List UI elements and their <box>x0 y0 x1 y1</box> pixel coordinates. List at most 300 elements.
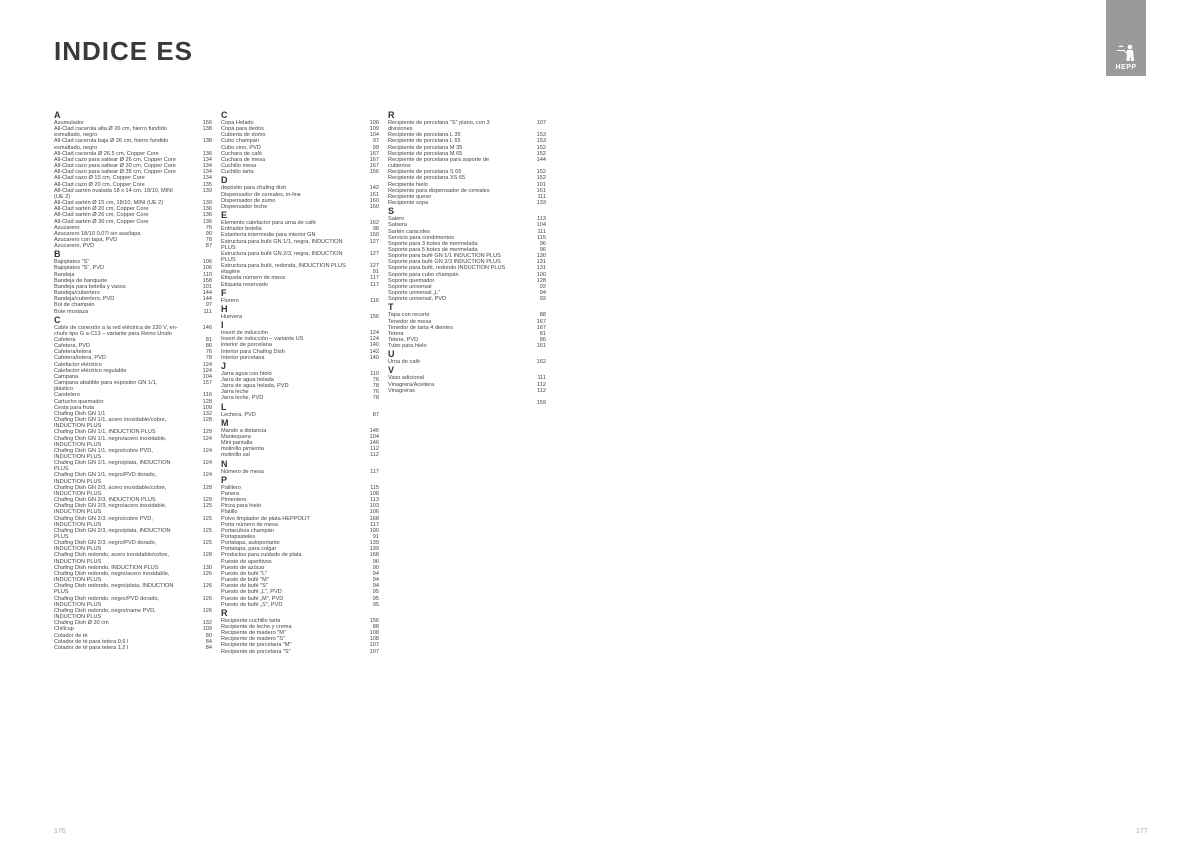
entry-name: Bol de champán <box>54 302 95 309</box>
entry-page: 128 <box>202 552 212 559</box>
entry-page: 109 <box>202 404 212 411</box>
entry-page: 126 <box>202 607 212 614</box>
entry-page: 156 <box>369 313 379 320</box>
entry-page: 124 <box>369 336 379 343</box>
entry-name: Chafing Dish GN 1/1, negro/acero inoxidable, <box>54 435 167 442</box>
entry-name: Colador de té para tetera 0,6 l <box>54 638 129 645</box>
entry-page: 81 <box>205 337 212 343</box>
entry-page: 125 <box>202 540 212 547</box>
entry-page: 111 <box>537 375 546 382</box>
entry-name: Soporte para bufé GN 2/3 INDUCTION PLUS <box>388 259 501 266</box>
entry-name: Cable de conexión a la red eléctrica de 230 V, en- <box>54 324 178 331</box>
entry-page: 101 <box>536 181 546 188</box>
index-entry <box>221 355 379 361</box>
entry-name <box>388 400 392 406</box>
entry-name: Vinagreras <box>388 387 415 394</box>
entry-page: 111 <box>537 193 546 200</box>
entry-page: 130 <box>202 564 212 571</box>
index-entry <box>388 200 546 206</box>
entry-page: 152 <box>536 150 546 157</box>
entry-name: All-Clad cazo Ø 20 cm, Copper Core <box>54 181 145 188</box>
entry-page: 125 <box>202 515 212 522</box>
entry-page: 159 <box>536 399 546 406</box>
entry-page: 136 <box>202 218 212 225</box>
entry-name: Chillcup <box>54 626 74 633</box>
entry-page: 136 <box>202 212 212 219</box>
entry-page: 153 <box>536 132 546 139</box>
entry-page: 94 <box>372 570 379 577</box>
entry-name: Cesta para fruta <box>54 404 95 411</box>
entry-page: 90 <box>205 230 212 237</box>
entry-name: INDUCTION PLUS <box>54 521 102 528</box>
entry-page: 90 <box>372 564 379 571</box>
entry-name: Dispensador leche <box>221 203 268 210</box>
entry-page: 78 <box>205 355 212 362</box>
entry-page: 94 <box>372 583 379 590</box>
section-letter: C <box>221 110 228 120</box>
entry-name: Bajoplatos "S", PVD <box>54 265 104 272</box>
entry-page: 110 <box>203 271 212 278</box>
section-letter: R <box>221 607 228 618</box>
entry-name: Insert de inducción <box>221 330 268 337</box>
entry-page: 128 <box>536 277 546 284</box>
entry-name: Cubo champán <box>221 138 259 145</box>
section-letter: I <box>221 320 224 331</box>
entry-name: Servicio para condimentos <box>388 234 454 241</box>
index-entry <box>54 645 212 651</box>
entry-page: 153 <box>536 138 546 145</box>
entry-name: Productos para cuidado de plata <box>221 552 302 559</box>
entry-name: Dispensador de zumo <box>221 197 276 204</box>
entry-page: 111 <box>537 228 546 235</box>
entry-page: 167 <box>369 163 379 170</box>
entry-page: 95 <box>372 595 379 602</box>
entry-name: Cuchillo tarta <box>221 169 254 176</box>
entry-page: 142 <box>369 348 379 355</box>
entry-name: depósito para chafing dish <box>221 185 287 192</box>
entry-name: Chafing Dish GN 2/3, negro/plata, INDUCTION <box>54 527 171 534</box>
entry-page: 146 <box>202 324 212 331</box>
section-letter: F <box>221 287 227 298</box>
entry-name: Cubo vino, PVD <box>221 144 261 151</box>
entry-page: 139 <box>369 540 379 547</box>
entry-name: Azucarero <box>54 224 80 231</box>
index-entry <box>221 169 379 175</box>
entry-page: 167 <box>536 318 546 325</box>
entry-name: Soporte universal <box>388 283 432 290</box>
entry-name: Dispensador de cereales, in-line <box>221 191 301 198</box>
entry-page: 107 <box>369 648 379 655</box>
entry-name: Enfriador botella <box>221 226 262 233</box>
entry-name: Soporte para 3 botes de mermelada <box>388 240 478 247</box>
entry-page: 167 <box>536 324 546 331</box>
entry-page: 138 <box>202 126 212 133</box>
entry-page: 117 <box>370 521 379 528</box>
entry-page: 108 <box>369 636 379 643</box>
entry-name: esmaltado, negro <box>54 144 98 151</box>
entry-name: Recipiente de porcelana "M" <box>221 642 292 649</box>
entry-name: INDUCTION PLUS <box>54 509 102 516</box>
entry-page: 144 <box>202 290 212 297</box>
page-number-left: 176 <box>54 828 66 835</box>
entry-page: 91 <box>372 533 379 540</box>
section-letter: V <box>388 365 395 376</box>
entry-name: Portatapa, para colgar <box>221 546 277 553</box>
section-letter: P <box>221 474 228 485</box>
entry-name: Portacubos champán <box>221 527 274 534</box>
entry-page: 134 <box>202 156 212 163</box>
entry-name: All-Clad cazo para saltear Ø 35 cm, Copper Core <box>54 169 176 176</box>
entry-page: 116 <box>203 392 212 399</box>
entry-page: 86 <box>539 337 546 343</box>
index-entry <box>388 343 546 349</box>
entry-page: 162 <box>536 359 546 366</box>
entry-name: Urna de café <box>388 359 421 366</box>
entry-page: 84 <box>205 638 212 645</box>
section-letter: N <box>221 458 228 469</box>
entry-name: Jarra agua con hielo <box>221 370 272 377</box>
index-entry <box>221 602 379 608</box>
entry-page: 109 <box>202 626 212 633</box>
entry-page: 87 <box>205 243 212 250</box>
entry-page: 115 <box>537 234 546 241</box>
entry-name: All-Clad sartén ovalada 18 x 14 cm, 18/10, MINI <box>54 187 173 194</box>
entry-page: 127 <box>369 263 379 270</box>
entry-name: Bandeja/cubertero <box>54 290 100 297</box>
entry-page: 124 <box>202 460 212 467</box>
entry-name: Cafetera <box>54 337 76 343</box>
entry-page: 162 <box>369 220 379 227</box>
entry-name: Estructura para bufé GN 2/3, negra, INDUCTION <box>221 250 343 257</box>
entry-name: Colador de té <box>54 632 88 639</box>
entry-page: 92 <box>539 283 546 290</box>
entry-page: 117 <box>370 275 379 282</box>
entry-name: Puesto de bufé „M", PVD <box>221 595 284 602</box>
entry-name: Jarra leche, PVD <box>221 395 264 402</box>
entry-name: Tapa con recorte <box>388 312 430 319</box>
entry-name: Salero <box>388 216 405 223</box>
entry-name: molinillo pimienta <box>221 446 264 453</box>
entry-name: Chafing Dish redondo, negro/PVD dorado, <box>54 595 160 602</box>
entry-name: Calefactor eléctrico <box>54 361 102 368</box>
entry-name: Jarra de agua helada, PVD <box>221 383 289 390</box>
entry-page: 129 <box>202 497 212 504</box>
entry-page: 104 <box>369 132 379 139</box>
entry-name: Elemento calefactor para urna de café <box>221 220 316 227</box>
section-letter: H <box>221 303 228 314</box>
entry-name: PLUS <box>221 244 236 251</box>
entry-name: Número de mesa <box>221 468 264 475</box>
entry-name: Soporte quemador <box>388 277 435 284</box>
entry-page: 124 <box>202 447 212 454</box>
entry-name: PLUS <box>54 466 69 473</box>
entry-name: Recipiente sopa <box>388 200 429 207</box>
entry-name: INDUCTION PLUS <box>54 490 102 497</box>
index-entry <box>221 314 379 320</box>
entry-page: 157 <box>202 380 212 387</box>
entry-name: Candelero <box>54 392 80 399</box>
entry-name: PLUS <box>221 256 236 263</box>
entry-name: Campana abatible para expositor GN 1/1, <box>54 380 158 387</box>
entry-name: Puesto de bufé „L", PVD <box>221 589 282 596</box>
entry-page: 152 <box>536 169 546 176</box>
entry-name: chufe tipo G a C13 – variante para Reino Unido <box>54 330 172 337</box>
index-entry <box>54 243 212 249</box>
section-letter: A <box>54 110 61 120</box>
entry-name: Calefactor eléctrico regulable <box>54 367 127 374</box>
entry-name: Jarra de agua helada <box>221 377 274 383</box>
entry-name: Mantequera <box>221 433 251 440</box>
entry-name: Chafing Dish redondo, INDUCTION PLUS <box>54 564 159 571</box>
entry-page: 101 <box>202 283 212 290</box>
entry-name: Soporte para bufé GN 1/1 INDUCTION PLUS <box>388 253 501 260</box>
entry-name: cubiertos <box>388 163 411 170</box>
entry-name: Cuchillo mesa <box>221 163 257 170</box>
entry-name: Bandeja <box>54 271 75 278</box>
section-letter: T <box>388 302 394 313</box>
entry-page: 104 <box>202 373 212 380</box>
entry-page: 144 <box>536 156 546 163</box>
index-entry <box>388 296 546 302</box>
entry-name: Recipiente para dispensador de cereales <box>388 187 490 194</box>
brand-logo <box>1106 0 1146 76</box>
entry-page: 113 <box>370 497 379 504</box>
entry-name: Chafing Dish Ø 30 cm <box>54 620 109 627</box>
entry-name: Cafetera/tetera <box>54 349 92 356</box>
entry-page: 168 <box>369 515 379 522</box>
entry-name: Cubierta de domo <box>221 132 266 139</box>
entry-page: 146 <box>369 427 379 434</box>
entry-name: Chafing Dish GN 1/1, negro/PVD dorado, <box>54 472 157 479</box>
entry-name: Recipiente de porcelana XS 65 <box>388 175 466 182</box>
entry-page: 106 <box>369 509 379 516</box>
entry-page: 161 <box>536 343 546 350</box>
entry-name: Soporte para 5 botes de mermelada <box>388 246 478 253</box>
entry-name: divisiones <box>388 126 413 133</box>
entry-page: 106 <box>369 120 379 126</box>
entry-name: Puesto de bufé "S" <box>221 583 268 590</box>
entry-page: 160 <box>369 203 379 210</box>
entry-page: 156 <box>369 617 379 624</box>
entry-page: 86 <box>205 343 212 350</box>
entry-page: 84 <box>205 644 212 651</box>
section-letter: B <box>54 249 61 260</box>
entry-page: 115 <box>370 484 379 491</box>
entry-name: Bandeja de banquete <box>54 277 108 284</box>
entry-page: 132 <box>202 620 212 627</box>
entry-name: Chafing Dish GN 1/1, acero inoxidable/cobre, <box>54 417 167 424</box>
entry-page: 127 <box>369 238 379 245</box>
entry-name: interior de porcelana <box>221 342 272 349</box>
entry-name: Pinza para hielo <box>221 503 262 510</box>
entry-name: Campana <box>54 373 79 380</box>
index-entry <box>221 298 379 304</box>
entry-page: 111 <box>203 308 212 315</box>
entry-name: Puesto de bufé „S", PVD <box>221 601 283 608</box>
entry-page: 92 <box>539 296 546 303</box>
entry-page: 150 <box>369 232 379 239</box>
entry-page: 126 <box>202 595 212 602</box>
entry-name: Azucarero 18/10 0,07l sin asa/tapa <box>54 230 141 237</box>
entry-name: Portatapa, autoportante <box>221 540 280 547</box>
entry-page: 112 <box>537 387 546 394</box>
entry-name: Copa Helado <box>221 120 254 126</box>
entry-name: Recipiente de porcelana "S" plano, con 3 <box>388 120 490 126</box>
entry-page: 96 <box>539 240 546 247</box>
entry-name: Recipiente cuchillo tarta <box>221 617 281 624</box>
entry-name: Tenedor de mesa <box>388 318 432 325</box>
entry-page: 80 <box>205 632 212 639</box>
entry-page: 94 <box>539 290 546 297</box>
entry-name: Lechera, PVD <box>221 411 256 418</box>
section-letter: D <box>221 175 228 186</box>
entry-page: 128 <box>202 484 212 491</box>
entry-page: 109 <box>369 126 379 133</box>
entry-name: Recipiente de porcelana M 65 <box>388 150 463 157</box>
entry-name: Puesto de bufé "M" <box>221 577 269 584</box>
entry-name: INDUCTION PLUS <box>54 558 102 565</box>
entry-page: 100 <box>369 527 379 534</box>
entry-name: Palillero <box>221 484 241 491</box>
entry-name: esmaltado, negro <box>54 132 98 139</box>
entry-page: 131 <box>536 265 546 272</box>
entry-name: All-Clad cacerola Ø 26,5 cm, Copper Core <box>54 150 159 157</box>
entry-name: Recipiente de porcelana L 35 <box>388 132 461 139</box>
entry-name: Cartucho quemador <box>54 398 104 405</box>
entry-name: Bajoplatos "S" <box>54 259 90 266</box>
entry-name: All-Clad cacerola alta Ø 26 cm, hierro fundido <box>54 126 167 133</box>
entry-name: All-Clad sartén Ø 20 cm, Copper Core <box>54 206 149 213</box>
logo-text: HEPP <box>1115 64 1137 71</box>
entry-name: Cuchara de café <box>221 150 263 157</box>
index-entry <box>221 282 379 288</box>
entry-name: étagère <box>221 269 240 276</box>
entry-page: 146 <box>369 440 379 447</box>
entry-page: 161 <box>369 191 379 198</box>
page-number-right: 177 <box>1136 828 1148 835</box>
entry-name: PLUS <box>54 589 69 596</box>
index-entry <box>388 400 546 406</box>
entry-page: 76 <box>205 224 212 231</box>
entry-name: Cuchara de mesa <box>221 156 266 163</box>
entry-name: Recipiente de porcelana S 65 <box>388 169 462 176</box>
entry-name: Jarra leche <box>221 389 249 396</box>
entry-name: Portapasteles <box>221 533 256 540</box>
entry-name: Chafing Dish GN 2/3, acero inoxidable/cobre, <box>54 484 167 491</box>
entry-page: 97 <box>372 138 379 145</box>
entry-page: 124 <box>202 367 212 374</box>
entry-name: Vaso adicional <box>388 375 424 382</box>
index-entry <box>221 649 379 655</box>
entry-name: Etiqueta reservado <box>221 281 268 288</box>
entry-page: 161 <box>536 187 546 194</box>
entry-page: 134 <box>202 175 212 182</box>
entry-page: 133 <box>536 200 546 207</box>
entry-name: Cafetera, PVD <box>54 343 91 350</box>
entry-page: 97 <box>205 302 212 309</box>
entry-page: 136 <box>202 206 212 213</box>
entry-page: 127 <box>369 250 379 257</box>
entry-name: Huevera <box>221 313 243 320</box>
entry-page: 98 <box>372 226 379 233</box>
entry-page: 78 <box>372 383 379 390</box>
entry-name: All-Clad cazo para saltear Ø 26 cm, Copper Core <box>54 156 176 163</box>
section-letter: M <box>221 417 229 428</box>
entry-name: Azumulador <box>54 120 84 126</box>
entry-name: Recipiente queso <box>388 193 432 200</box>
index-entry <box>54 309 212 315</box>
entry-page: 134 <box>202 169 212 176</box>
entry-page: 136 <box>202 150 212 157</box>
entry-name: Azucarero con tapa, PVD <box>54 236 118 243</box>
entry-page: 91 <box>372 269 379 276</box>
entry-name: Puesto de azúcar <box>221 564 265 571</box>
waiter-icon <box>1115 44 1137 62</box>
entry-page: 76 <box>372 389 379 396</box>
entry-name: INDUCTION PLUS <box>54 601 102 608</box>
entry-page: 95 <box>372 589 379 596</box>
entry-page: 107 <box>536 120 546 126</box>
entry-page: 132 <box>202 410 212 417</box>
entry-page: 144 <box>202 296 212 303</box>
entry-page: 134 <box>202 163 212 170</box>
entry-page: 156 <box>202 120 212 126</box>
entry-name: Polvo limpiador de plata HEPPOLIT <box>221 515 310 522</box>
entry-page: 140 <box>369 342 379 349</box>
page-title: INDICE ES <box>54 36 194 66</box>
entry-page: 139 <box>202 200 212 207</box>
entry-name: Chafing Dish redondo, negro/acero inoxidable, <box>54 570 170 577</box>
entry-name: Bandeja para botella y vasos <box>54 283 126 290</box>
entry-name: Chafing Dish GN 1/1, negro/cobre PVD, <box>54 447 153 454</box>
entry-name: Insert de inducción – variante US <box>221 336 304 343</box>
entry-page: 76 <box>205 349 212 356</box>
entry-name: Mando a distancia <box>221 427 267 434</box>
entry-page: 107 <box>369 642 379 649</box>
entry-name: INDUCTION PLUS <box>54 478 102 485</box>
entry-page: 95 <box>372 601 379 608</box>
section-letter: E <box>221 210 228 221</box>
entry-name: All-Clad sartén Ø 30 cm, Copper Core <box>54 218 149 225</box>
entry-name: All-Clad sartén Ø 26 cm, Copper Core <box>54 212 149 219</box>
entry-name: Chafing Dish GN 2/3, negro/PVD dorado, <box>54 540 157 547</box>
entry-page: 130 <box>536 253 546 260</box>
entry-name: Recipiente hielo <box>388 181 428 188</box>
entry-page: 152 <box>536 175 546 182</box>
entry-name: (UE 2) <box>54 193 71 200</box>
entry-page: 94 <box>372 577 379 584</box>
entry-name: INDUCTION PLUS <box>54 546 102 553</box>
entry-name: All-Clad cazo Ø 15 cm, Copper Core <box>54 175 145 182</box>
entry-page: 110 <box>370 370 379 377</box>
entry-name: Estantería intermedia para interior GN <box>221 232 316 239</box>
entry-page: 129 <box>202 429 212 436</box>
entry-name: Tubo para hielo <box>388 343 427 350</box>
section-letter: J <box>221 360 227 371</box>
entry-page: 106 <box>202 265 212 272</box>
entry-name: Recipiente de porcelana "S" <box>221 648 291 655</box>
entry-page: 140 <box>369 354 379 361</box>
entry-name: Chafing Dish GN 1/1, negro/plata, INDUCTION <box>54 460 171 467</box>
entry-page: 76 <box>372 377 379 383</box>
entry-name: Recipiente de madero "M" <box>221 630 286 637</box>
section-letter: S <box>388 206 395 217</box>
entry-page: 124 <box>202 361 212 368</box>
entry-name: Soporte universal, PVD <box>388 296 447 303</box>
index-entry <box>221 469 379 475</box>
entry-page: 124 <box>202 435 212 442</box>
entry-name: Soporte para cubo champán <box>388 271 459 278</box>
